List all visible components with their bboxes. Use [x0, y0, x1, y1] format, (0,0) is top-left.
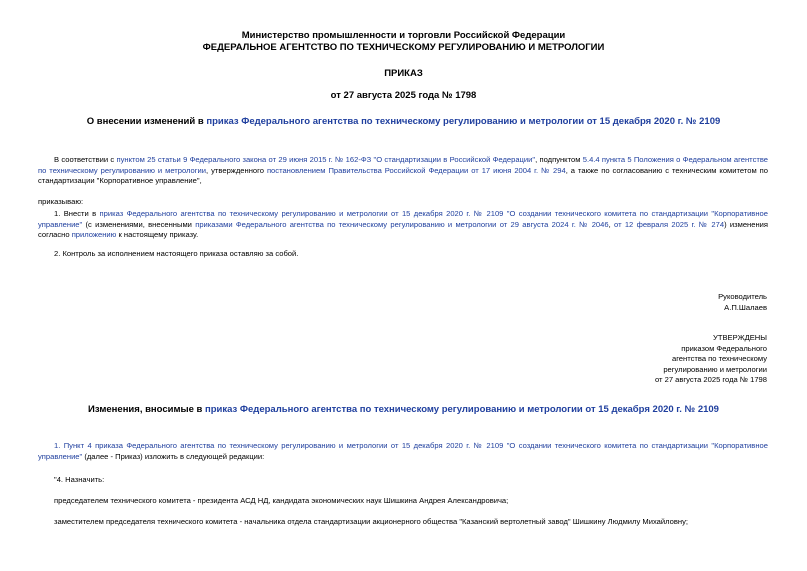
text-span: ) изменения согласно	[38, 219, 769, 239]
title-order-link[interactable]: приказ Федерального агентства по техническому регулированию и метрологии от 15 декабря 2020 г. № 2109	[206, 116, 721, 127]
text-span: 1. Внести в	[54, 209, 100, 218]
government-decree-link[interactable]: постановлением Правительства Российской Федерации от 17 июня 2004 г. № 294	[266, 165, 566, 175]
changes-title-prefix: Изменения, вносимые в	[88, 404, 206, 415]
order-274-link[interactable]: от 12 февраля 2025 г. № 274	[614, 219, 725, 229]
text-span: , утвержденного	[206, 165, 267, 175]
changes-title	[0, 404, 807, 415]
text-span: В соответствии с	[54, 155, 117, 164]
text-span: (с изменениями, внесенными	[82, 219, 196, 229]
order-2046-link[interactable]: приказами Федерального агентства по техническому регулированию и метрологии от 29 августа 2024 г. № 2046	[195, 219, 609, 229]
text-span: , подпунктом	[535, 155, 583, 164]
paragraph-order-word: приказываю:	[38, 197, 84, 206]
order-2109-link[interactable]: приказ Федерального агентства по техническому регулированию и метрологии от 15 декабря 2020 г. № 2109 "О создании технического комитета по стандартизации "Корпоративное управление"	[38, 209, 768, 229]
approval-line: УТВЕРЖДЕНЫ	[713, 333, 767, 342]
paragraph-item-1	[38, 209, 768, 241]
order-2109-link-2[interactable]: приказа Федерального агентства по техническому регулированию и метрологии от 15 декабря 2020 г. № 2109 "О создании технического комитета по стандартизации "Корпоративное управление"	[38, 441, 768, 461]
text-span: к настоящему приказу.	[116, 230, 199, 239]
text-span: , а также по согласованию с техническим комитетом по стандартизации "Корпоративное управление",	[38, 165, 769, 185]
point-4-link[interactable]: 1. Пункт 4	[54, 441, 92, 450]
signature-name: А.П.Шалаев	[724, 303, 767, 312]
approval-line: от 27 августа 2025 года № 1798	[654, 375, 767, 384]
text-span: (далее - Приказ) изложить в следующей редакции:	[82, 451, 265, 461]
document-title	[0, 116, 807, 127]
text-span: ,	[608, 219, 615, 229]
document-type: ПРИКАЗ	[384, 68, 423, 79]
changes-title-order-link[interactable]: приказ Федерального агентства по техническому регулированию и метрологии от 15 декабря 2020 г. № 2109	[205, 404, 719, 415]
regulation-link[interactable]: 5.4.4 пункта 5 Положения о Федеральном агентстве по техническому регулированию и метрологии	[38, 155, 769, 175]
approval-block	[655, 333, 767, 386]
approval-line: регулированию и метрологии	[663, 364, 767, 374]
change-item-1	[38, 441, 768, 462]
approval-line: агентства по техническому	[671, 354, 767, 363]
appendix-link[interactable]: приложению	[71, 230, 117, 239]
ministry-name: Министерство промышленности и торговли Российской Федерации	[241, 30, 566, 41]
paragraph-basis	[38, 155, 768, 187]
change-chairman: председателем технического комитета - президента АСД НД, кандидата экономических наук Шишкина Андрея Александровича;	[54, 496, 509, 505]
document-date-number: от 27 августа 2025 года № 1798	[330, 90, 477, 101]
signature-position: Руководитель	[718, 292, 767, 301]
change-appoint: "4. Назначить:	[54, 475, 105, 484]
title-prefix: О внесении изменений в	[86, 116, 207, 127]
change-deputy: заместителем председателя технического комитета - начальника отдела стандартизации акционерного общества "Казанский вертолетный завод" Шишкину Людмилу Михайловну;	[54, 517, 689, 526]
federal-law-link[interactable]: пунктом 25 статьи 9 Федерального закона от 29 июня 2015 г. № 162-ФЗ "О стандартизации в Российской Федерации"	[116, 155, 536, 164]
approval-line: приказом Федерального	[681, 343, 767, 353]
paragraph-item-2: 2. Контроль за исполнением настоящего приказа оставляю за собой.	[54, 249, 299, 258]
agency-name: ФЕДЕРАЛЬНОЕ АГЕНТСТВО ПО ТЕХНИЧЕСКОМУ РЕГУЛИРОВАНИЮ И МЕТРОЛОГИИ	[202, 42, 605, 53]
